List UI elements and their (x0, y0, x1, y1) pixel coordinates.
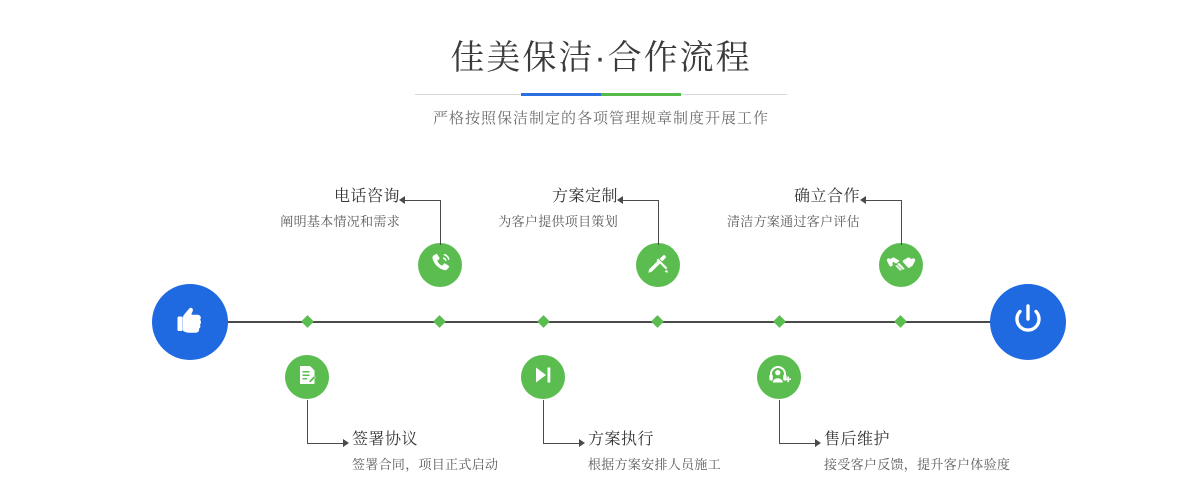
axis-marker (651, 315, 664, 328)
step-connector-4-horizontal (543, 443, 579, 444)
step-connector-4-vertical (543, 400, 544, 443)
step-desc-6: 接受客户反馈，提升客户体验度 (824, 457, 1011, 472)
axis-marker (773, 315, 786, 328)
timeline-end-node (990, 284, 1066, 360)
axis-marker (433, 315, 446, 328)
step-connector-5-vertical (901, 200, 902, 245)
power-icon (1007, 299, 1049, 346)
step-connector-3-vertical (658, 200, 659, 245)
step-desc-2: 签署合同，项目正式启动 (352, 457, 499, 472)
step-desc-3: 为客户提供项目策划 (498, 214, 618, 229)
step-label-5 (705, 186, 860, 232)
step-connector-6-horizontal (779, 443, 815, 444)
step-title-6: 售后维护 (824, 431, 891, 448)
step-title-5: 确立合作 (793, 188, 860, 205)
thumbs-up-icon (170, 300, 210, 345)
headset-support-icon (766, 362, 792, 393)
step-icon-6[interactable] (757, 355, 801, 399)
pencil-ruler-icon (645, 250, 671, 281)
step-arrow-6 (815, 439, 821, 447)
axis-marker (301, 315, 314, 328)
step-connector-1-horizontal (405, 200, 441, 201)
step-label-6 (824, 429, 1010, 475)
step-icon-5[interactable] (879, 243, 923, 287)
page-subtitle: 严格按照保洁制定的各项管理规章制度开展工作 (432, 110, 769, 127)
page-title: 佳美保洁·合作流程 (450, 39, 752, 77)
step-icon-4[interactable] (521, 355, 565, 399)
step-title-4: 方案执行 (588, 431, 655, 448)
step-arrow-4 (579, 439, 585, 447)
handshake-icon (887, 249, 915, 282)
step-icon-3[interactable] (636, 243, 680, 287)
step-desc-4: 根据方案安排人员施工 (588, 457, 722, 472)
step-icon-2[interactable] (285, 355, 329, 399)
step-desc-1: 阐明基本情况和需求 (280, 214, 400, 229)
step-arrow-2 (343, 439, 349, 447)
phone-call-icon (427, 250, 453, 281)
step-label-3 (463, 186, 618, 232)
step-connector-2-horizontal (307, 443, 343, 444)
step-label-1 (255, 186, 400, 232)
step-connector-6-vertical (779, 400, 780, 443)
step-icon-1[interactable] (418, 243, 462, 287)
step-title-2: 签署协议 (352, 431, 419, 448)
timeline-start-node (152, 284, 228, 360)
axis-marker (537, 315, 550, 328)
document-edit-icon (294, 362, 320, 393)
step-label-4 (588, 429, 721, 475)
step-desc-5: 清洁方案通过客户评估 (726, 214, 860, 229)
step-arrow-5 (860, 196, 866, 204)
step-connector-2-vertical (307, 400, 308, 443)
step-title-3: 方案定制 (551, 188, 618, 205)
step-label-2 (352, 429, 498, 475)
play-forward-icon (530, 362, 556, 393)
step-title-1: 电话咨询 (333, 188, 400, 205)
step-connector-5-horizontal (866, 200, 902, 201)
step-connector-1-vertical (440, 200, 441, 245)
step-connector-3-horizontal (623, 200, 659, 201)
axis-marker (894, 315, 907, 328)
